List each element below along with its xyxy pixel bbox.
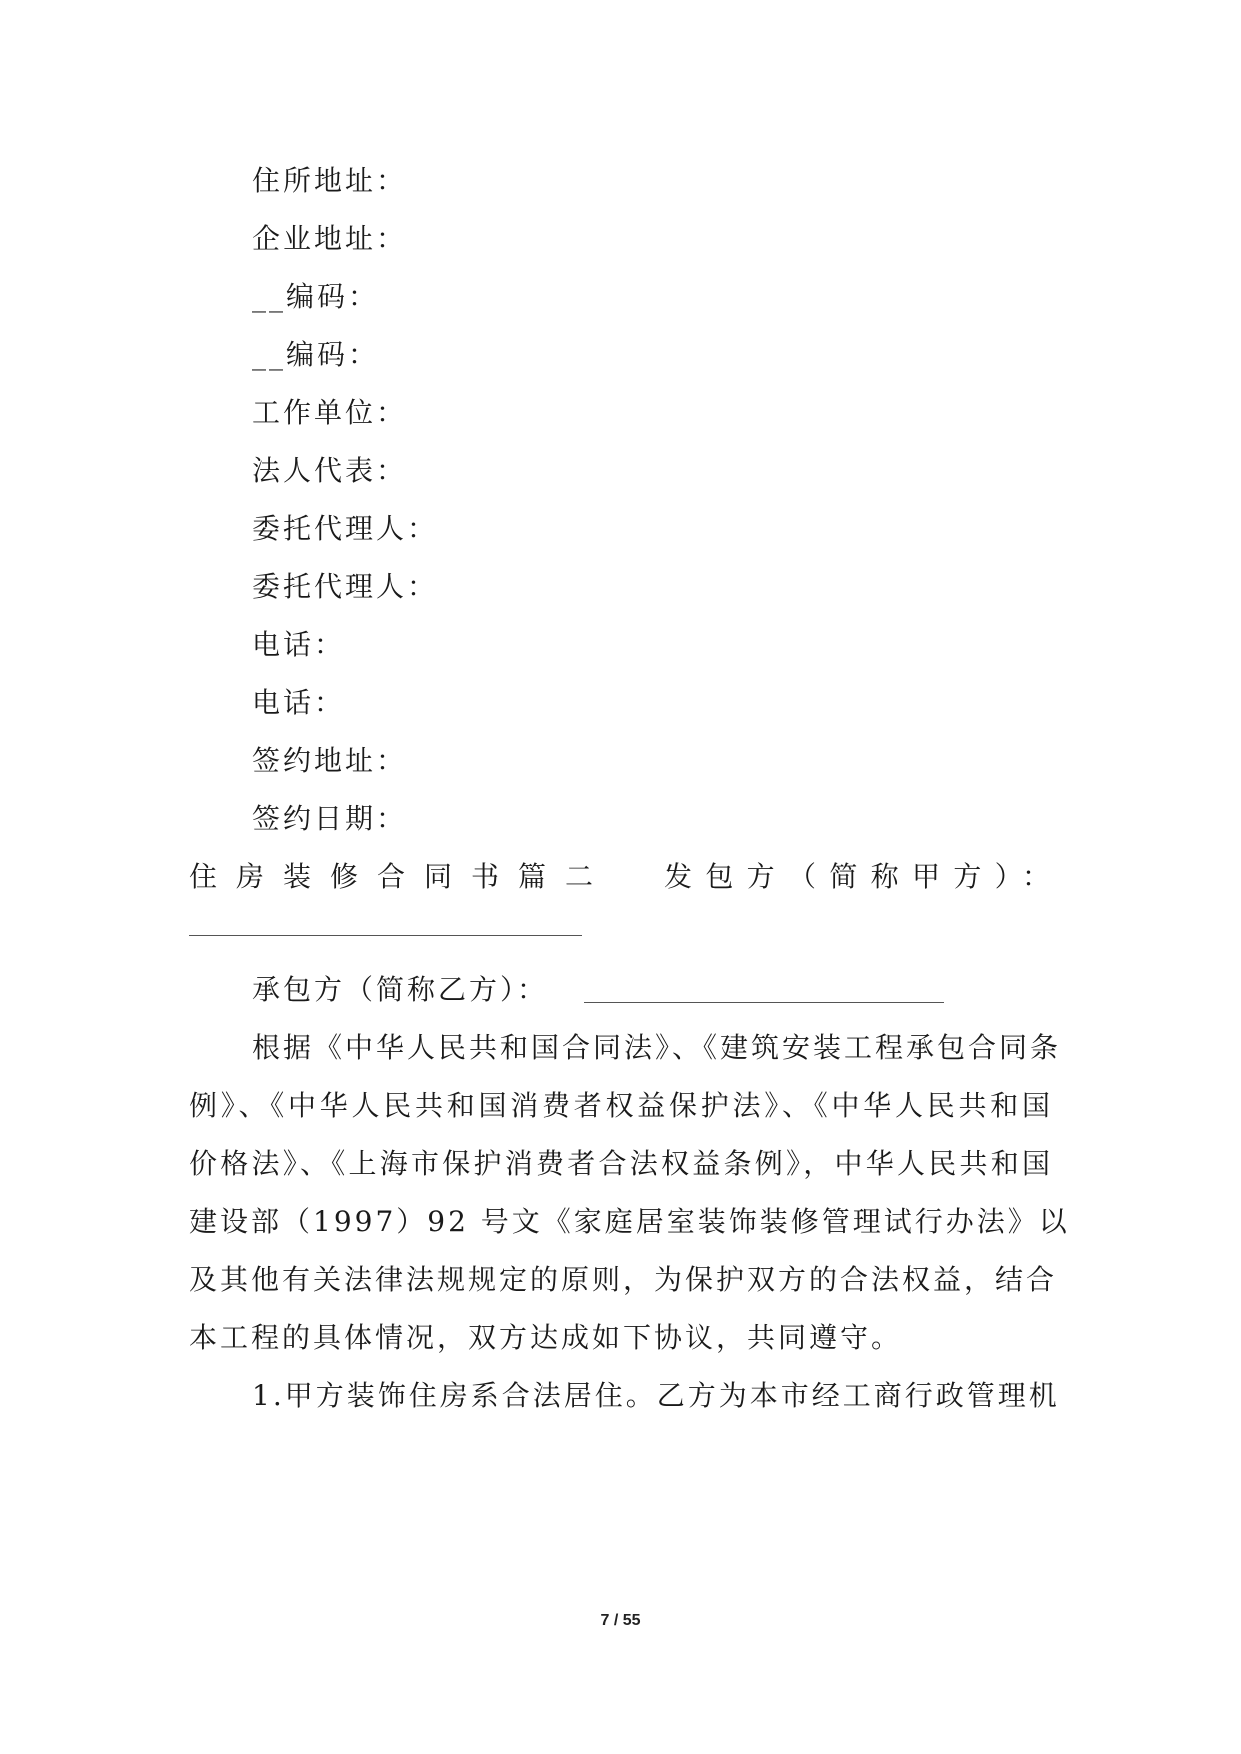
- clause-1: 1.甲方装饰住房系合法居住。乙方为本市经工商行政管理机: [252, 1379, 1060, 1412]
- field-agent-1: 委托代理人：: [252, 512, 439, 545]
- field-code-2: __编码：: [252, 338, 380, 371]
- body-line-5: 及其他有关法律法规规定的原则，为保护双方的合法权益，结合: [189, 1263, 1058, 1296]
- party-a-label: 发包方（简称甲方）：: [664, 860, 1056, 893]
- field-signing-date: 签约日期：: [252, 802, 408, 835]
- field-legal-representative: 法人代表：: [252, 454, 408, 487]
- body-line-1: 根据《中华人民共和国合同法》、《建筑安装工程承包合同条: [252, 1031, 1062, 1064]
- field-company-address: 企业地址：: [252, 222, 408, 255]
- page-indicator: 7 / 55: [600, 1612, 641, 1629]
- field-signing-address: 签约地址：: [252, 744, 408, 777]
- field-agent-2: 委托代理人：: [252, 570, 439, 603]
- section-heading: 住房装修合同书篇二: [189, 860, 613, 893]
- body-line-2: 例》、《中华人民共和国消费者权益保护法》、《中华人民共和国: [189, 1089, 1053, 1122]
- field-code-1: __编码：: [252, 280, 380, 313]
- field-phone-1: 电话：: [252, 628, 346, 661]
- party-a-blank: [189, 935, 582, 936]
- body-line-4: 建设部（1997）92 号文《家庭居室装饰装修管理试行办法》以: [189, 1205, 1070, 1238]
- body-line-3: 价格法》、《上海市保护消费者合法权益条例》，中华人民共和国: [189, 1147, 1053, 1180]
- party-b-blank: [584, 1002, 944, 1003]
- body-line-6: 本工程的具体情况，双方达成如下协议，共同遵守。: [189, 1321, 903, 1354]
- party-b-label: 承包方（简称乙方）：: [252, 973, 549, 1006]
- field-residence-address: 住所地址：: [252, 164, 408, 197]
- field-phone-2: 电话：: [252, 686, 346, 719]
- field-work-unit: 工作单位：: [252, 396, 408, 429]
